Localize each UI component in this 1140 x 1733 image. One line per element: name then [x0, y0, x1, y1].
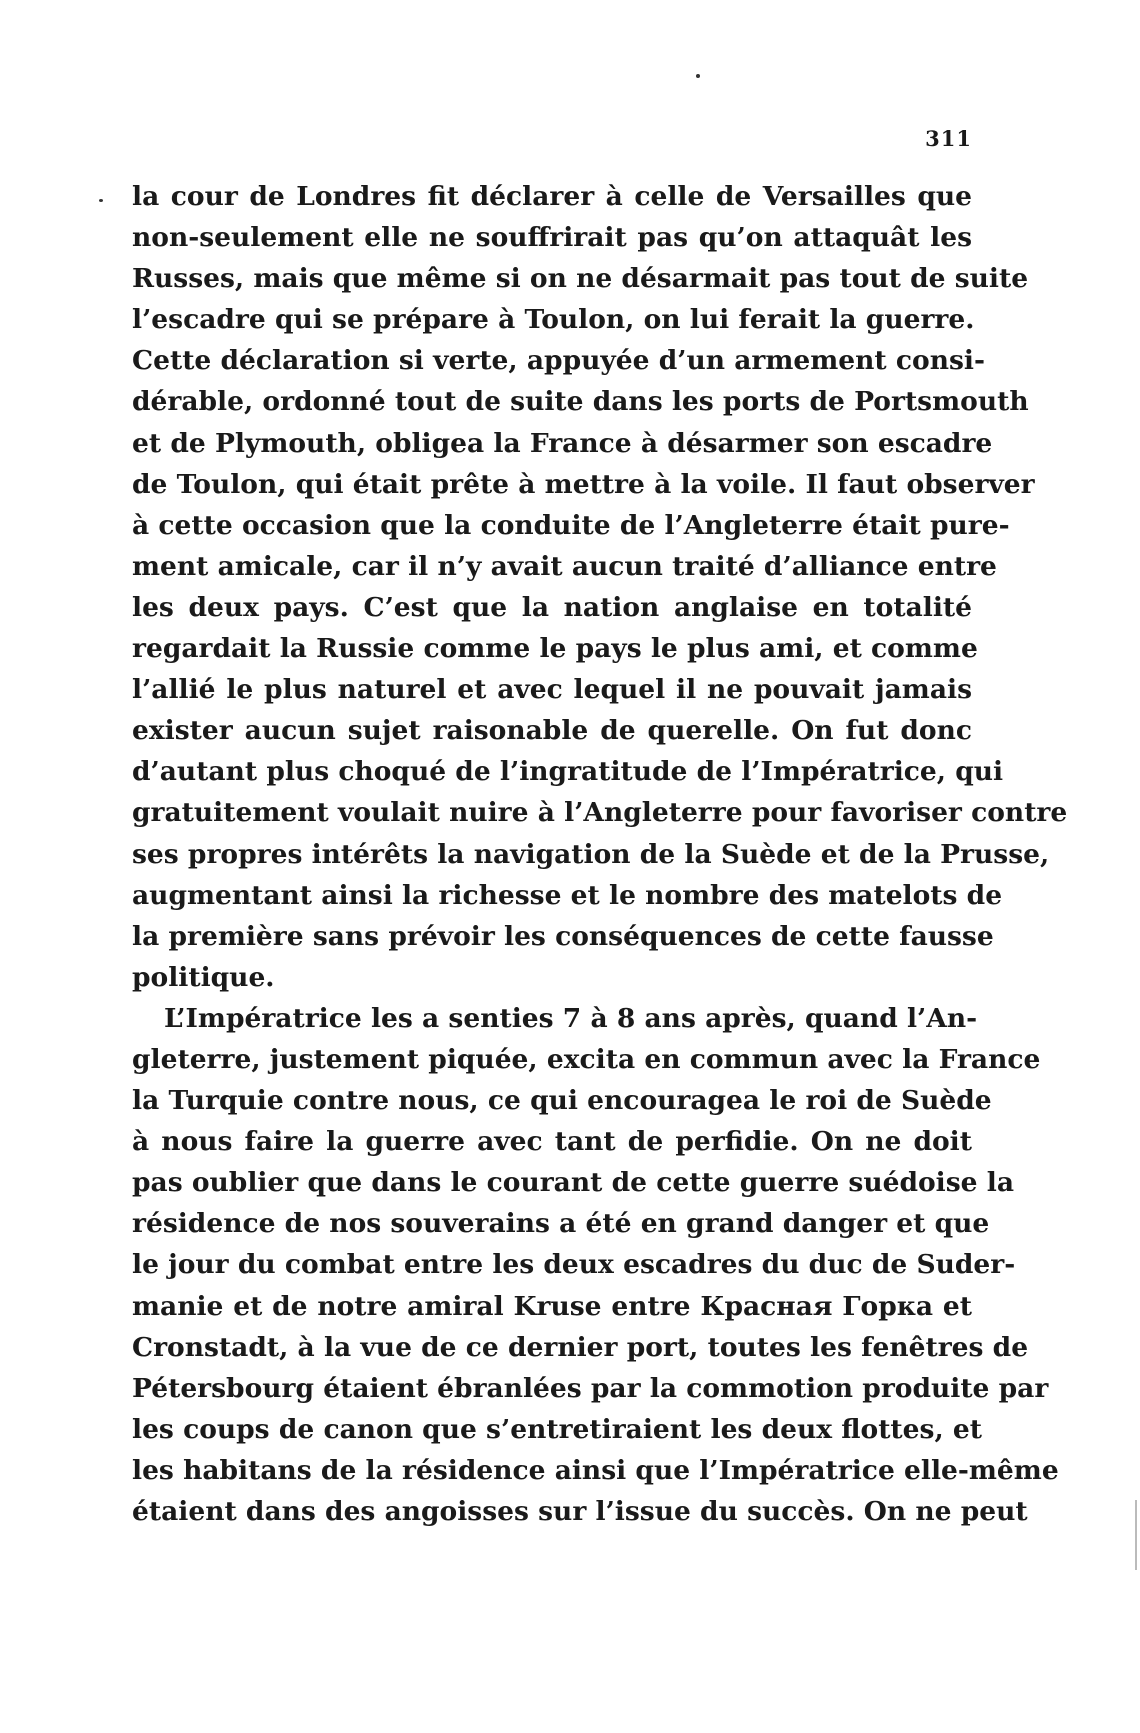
text-line: pas oublier que dans le courant de cette guerre suédoise la	[132, 1167, 1014, 1199]
text-line: augmentant ainsi la richesse et le nombre des matelots de	[132, 879, 1003, 911]
print-speck	[696, 74, 700, 78]
text-line: résidence de nos souverains a été en grand danger et que	[132, 1208, 990, 1240]
text-line: gleterre, justement piquée, excita en commun avec la France	[132, 1043, 1041, 1075]
text-line: la cour de Londres fit déclarer à celle de Versailles que	[132, 181, 972, 212]
text-line: le jour du combat entre les deux escadres du duc de Suder-	[132, 1249, 1016, 1281]
body-text	[132, 176, 1068, 1532]
text-line: la première sans prévoir les conséquences de cette fausse	[132, 920, 994, 952]
text-line: non-seulement elle ne souffrirait pas qu’on attaquât les	[132, 222, 972, 254]
text-line: ses propres intérêts la navigation de la Suède et de la Prusse,	[132, 838, 1050, 870]
text-line: et de Plymouth, obligea la France à désarmer son escadre	[132, 427, 993, 459]
paragraph	[132, 998, 1059, 1532]
text-line: de Toulon, qui était prête à mettre à la voile. Il faut observer	[132, 468, 1035, 500]
text-line: Cette déclaration si verte, appuyée d’un armement consi-	[132, 345, 985, 377]
text-line: étaient dans des angoisses sur l’issue du succès. On ne peut	[132, 1496, 1028, 1527]
paragraph	[132, 176, 1068, 998]
text-line: L’Impératrice les a senties 7 à 8 ans après, quand l’An-	[164, 1002, 978, 1034]
text-line: Russes, mais que même si on ne désarmait pas tout de suite	[132, 263, 1029, 295]
text-line: à cette occasion que la conduite de l’Angleterre était pure-	[132, 509, 1010, 541]
text-line: les habitans de la résidence ainsi que l’Impératrice elle-même	[132, 1454, 1059, 1486]
print-speck	[99, 199, 103, 202]
text-line: l’escadre qui se prépare à Toulon, on lui ferait la guerre.	[132, 304, 975, 336]
scan-edge-mark	[1135, 1500, 1137, 1570]
text-line: manie et de notre amiral Kruse entre Красная Горка et	[132, 1290, 972, 1322]
text-line: exister aucun sujet raisonable de querelle. On fut donc	[132, 715, 972, 747]
text-line: l’allié le plus naturel et avec lequel il ne pouvait jamais	[132, 674, 972, 706]
text-line: regardait la Russie comme le pays le plus ami, et comme	[132, 633, 978, 665]
text-line: la Turquie contre nous, ce qui encouragea le roi de Suède	[132, 1085, 992, 1117]
page-number: 311	[925, 126, 972, 151]
text-line: d’autant plus choqué de l’ingratitude de l’Impératrice, qui	[132, 756, 1004, 788]
text-line: gratuitement voulait nuire à l’Angleterre pour favoriser contre	[132, 797, 1068, 829]
text-line: à nous faire la guerre avec tant de perfidie. On ne doit	[132, 1126, 972, 1158]
text-line: les deux pays. C’est que la nation anglaise en totalité	[132, 591, 972, 623]
text-line: Cronstadt, à la vue de ce dernier port, toutes les fenêtres de	[132, 1331, 1029, 1363]
text-line: ment amicale, car il n’y avait aucun traité d’alliance entre	[132, 550, 997, 582]
text-line: les coups de canon que s’entretiraient les deux flottes, et	[132, 1413, 983, 1445]
text-line: dérable, ordonné tout de suite dans les ports de Portsmouth	[132, 386, 1029, 418]
text-line: politique.	[132, 961, 275, 993]
text-line: Pétersbourg étaient ébranlées par la commotion produite par	[132, 1372, 1049, 1404]
